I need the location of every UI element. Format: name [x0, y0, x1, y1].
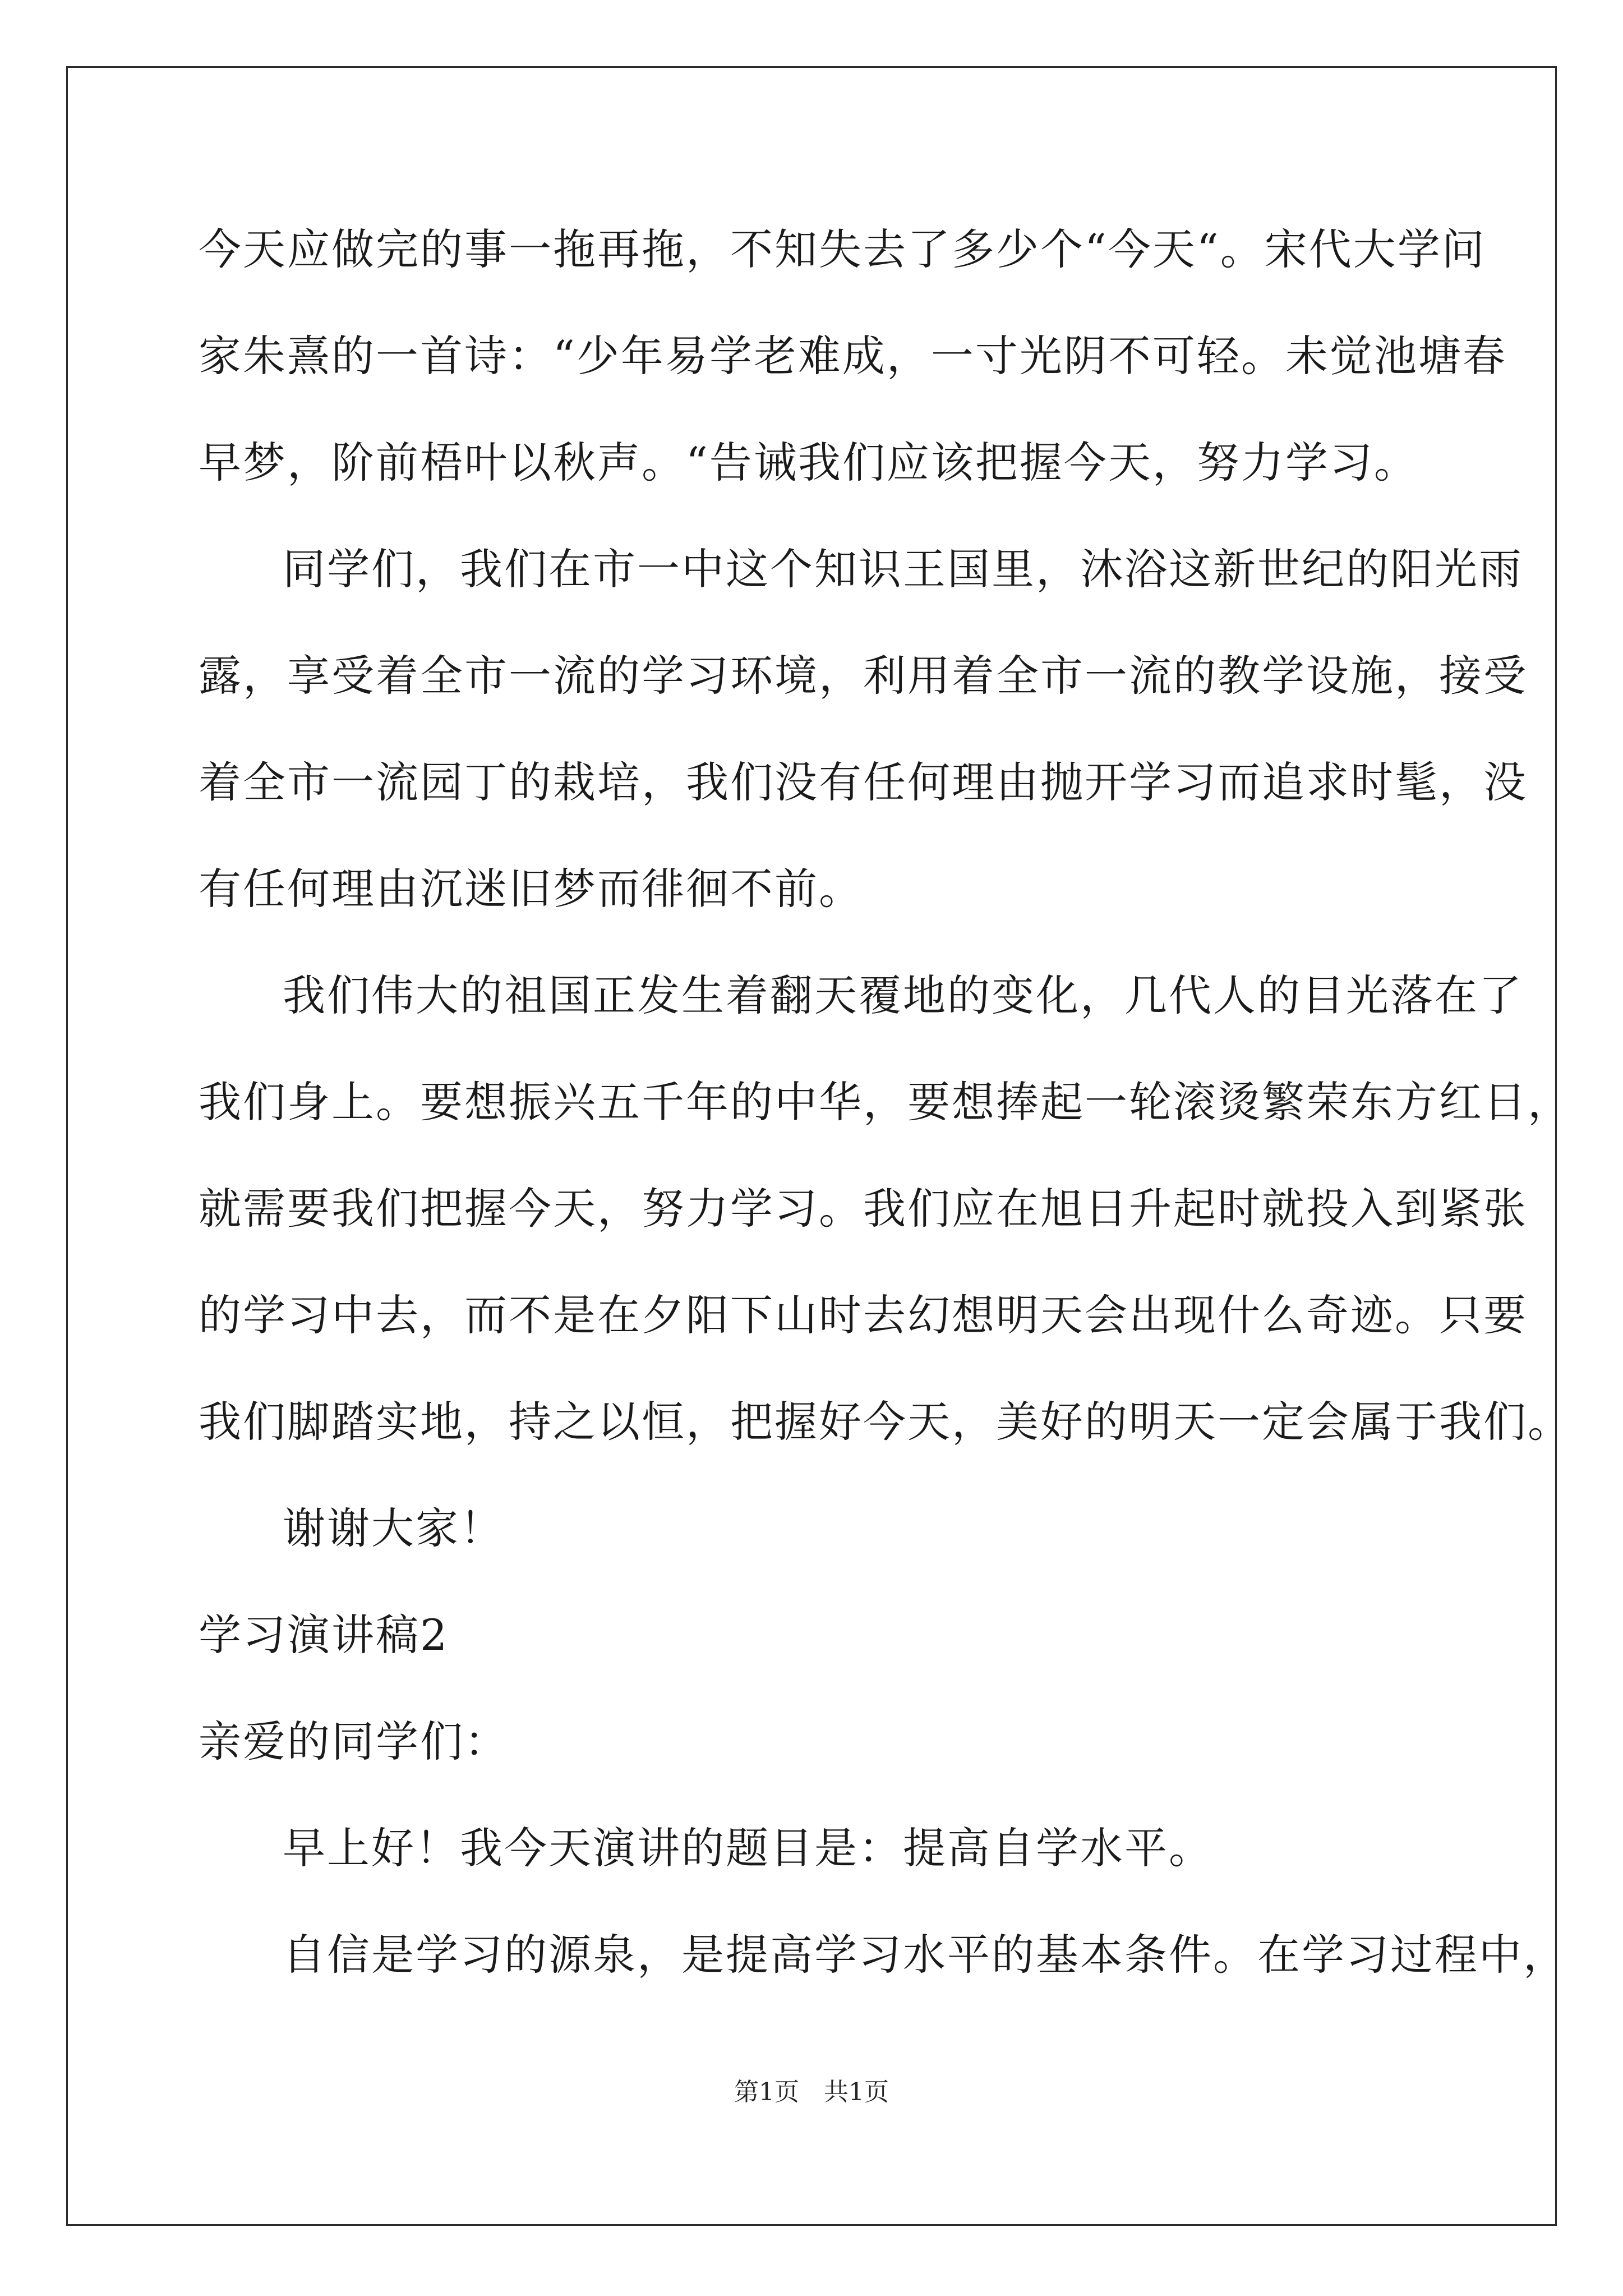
text-line: 我们脚踏实地，持之以恒，把握好今天，美好的明天一定会属于我们。 — [199, 1397, 1572, 1447]
page-number-footer: 第1页 共1页 — [734, 2078, 889, 2106]
text-line: 早梦，阶前梧叶以秋声。“告诫我们应该把握今天，努力学习。 — [199, 438, 1418, 487]
page-border — [66, 66, 1557, 2226]
paragraph-start-line: 早上好！我今天演讲的题目是：提高自学水平。 — [283, 1823, 1213, 1873]
text-line: 就需要我们把握今天，努力学习。我们应在旭日升起时就投入到紧张 — [199, 1184, 1528, 1234]
text-line: 家朱熹的一首诗：“少年易学老难成，一寸光阴不可轻。未觉池塘春 — [199, 331, 1507, 381]
text-line: 着全市一流园丁的栽培，我们没有任何理由抛开学习而追求时髦，没 — [199, 757, 1528, 807]
text-line: 今天应做完的事一拖再拖，不知失去了多少个“今天“。宋代大学问 — [199, 224, 1486, 274]
text-line: 露，享受着全市一流的学习环境，利用着全市一流的教学设施，接受 — [199, 651, 1528, 701]
salutation: 亲爱的同学们： — [199, 1717, 509, 1766]
text-line: 有任何理由沉迷旧梦而徘徊不前。 — [199, 864, 863, 914]
closing-line: 谢谢大家！ — [283, 1503, 504, 1553]
paragraph-start-line: 自信是学习的源泉，是提高学习水平的基本条件。在学习过程中， — [283, 1930, 1567, 1980]
paragraph-start-line: 我们伟大的祖国正发生着翻天覆地的变化，几代人的目光落在了 — [283, 970, 1523, 1020]
section-title: 学习演讲稿2 — [199, 1610, 449, 1660]
text-line: 我们身上。要想振兴五千年的中华，要想捧起一轮滚烫繁荣东方红日， — [199, 1077, 1572, 1127]
paragraph-start-line: 同学们，我们在市一中这个知识王国里，沐浴这新世纪的阳光雨 — [283, 544, 1523, 594]
text-line: 的学习中去，而不是在夕阳下山时去幻想明天会出现什么奇迹。只要 — [199, 1290, 1528, 1340]
